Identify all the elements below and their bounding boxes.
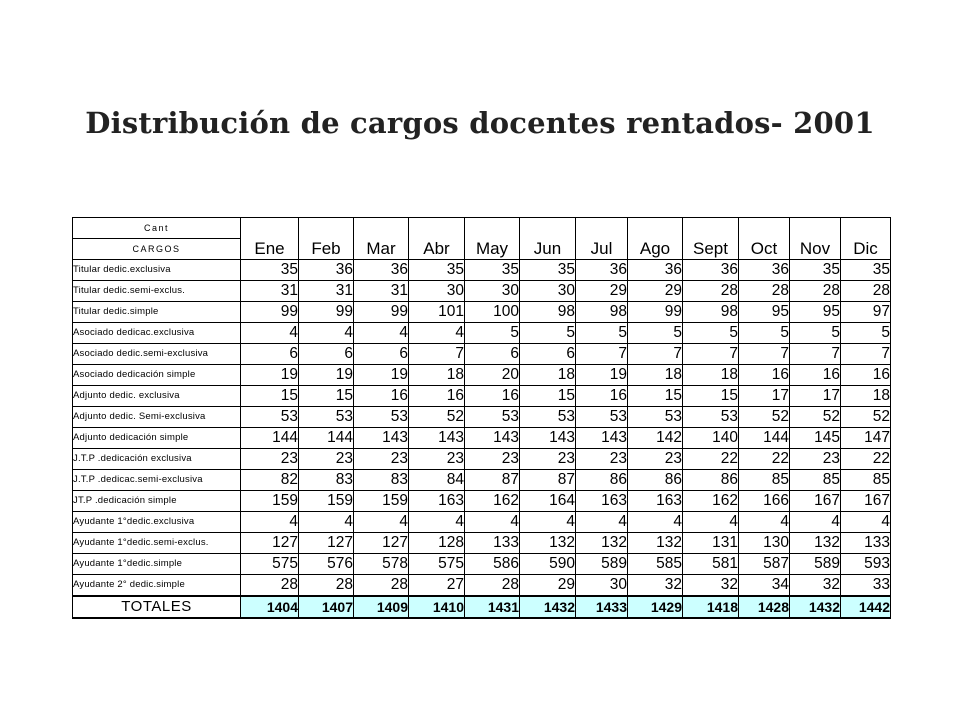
table-row bbox=[73, 365, 891, 386]
table-cell: 32 bbox=[628, 575, 683, 597]
table-cell: 4 bbox=[683, 512, 739, 533]
table-cell: 7 bbox=[576, 344, 628, 365]
table-cell: 36 bbox=[628, 260, 683, 281]
row-label: Ayudante 1°dedic.simple bbox=[73, 554, 241, 575]
table-cell: 85 bbox=[790, 470, 841, 491]
table-cell: 19 bbox=[354, 365, 409, 386]
row-label: Titular dedic.simple bbox=[73, 302, 241, 323]
table-cell: 36 bbox=[354, 260, 409, 281]
table-cell: 30 bbox=[465, 281, 520, 302]
row-label: Asociado dedicación simple bbox=[73, 365, 241, 386]
table-cell: 29 bbox=[628, 281, 683, 302]
table-cell: 167 bbox=[790, 491, 841, 512]
table-cell: 159 bbox=[354, 491, 409, 512]
month-header: Feb bbox=[299, 218, 354, 260]
month-header: Dic bbox=[841, 218, 891, 260]
table-cell: 52 bbox=[409, 407, 465, 428]
table-cell: 133 bbox=[841, 533, 891, 554]
table-cell: 23 bbox=[354, 449, 409, 470]
table-cell: 18 bbox=[841, 386, 891, 407]
table-row bbox=[73, 575, 891, 597]
table-cell: 163 bbox=[409, 491, 465, 512]
table-cell: 6 bbox=[299, 344, 354, 365]
cargos-table bbox=[72, 217, 891, 619]
table-cell: 31 bbox=[241, 281, 299, 302]
table-cell: 31 bbox=[354, 281, 409, 302]
table-cell: 4 bbox=[841, 512, 891, 533]
total-cell: 1432 bbox=[520, 596, 576, 618]
table-cell: 98 bbox=[520, 302, 576, 323]
table-cell: 143 bbox=[465, 428, 520, 449]
table-cell: 86 bbox=[628, 470, 683, 491]
table-cell: 35 bbox=[841, 260, 891, 281]
table-cell: 7 bbox=[841, 344, 891, 365]
table-row bbox=[73, 386, 891, 407]
table-cell: 52 bbox=[739, 407, 790, 428]
row-label: Titular dedic.exclusiva bbox=[73, 260, 241, 281]
table-cell: 82 bbox=[241, 470, 299, 491]
total-cell: 1418 bbox=[683, 596, 739, 618]
table-cell: 17 bbox=[739, 386, 790, 407]
month-header: Mar bbox=[354, 218, 409, 260]
table-cell: 4 bbox=[354, 512, 409, 533]
table-cell: 143 bbox=[576, 428, 628, 449]
table-cell: 19 bbox=[576, 365, 628, 386]
table-cell: 32 bbox=[683, 575, 739, 597]
table-cell: 35 bbox=[409, 260, 465, 281]
table-cell: 5 bbox=[465, 323, 520, 344]
table-cell: 53 bbox=[683, 407, 739, 428]
table-cell: 29 bbox=[576, 281, 628, 302]
table-cell: 35 bbox=[790, 260, 841, 281]
month-header: Abr bbox=[409, 218, 465, 260]
table-cell: 28 bbox=[790, 281, 841, 302]
table-cell: 83 bbox=[299, 470, 354, 491]
table-cell: 95 bbox=[739, 302, 790, 323]
table-cell: 163 bbox=[576, 491, 628, 512]
total-cell: 1410 bbox=[409, 596, 465, 618]
table-cell: 53 bbox=[520, 407, 576, 428]
table-cell: 23 bbox=[790, 449, 841, 470]
table-cell: 589 bbox=[790, 554, 841, 575]
total-cell: 1432 bbox=[790, 596, 841, 618]
table-cell: 101 bbox=[409, 302, 465, 323]
table-cell: 16 bbox=[790, 365, 841, 386]
table-cell: 28 bbox=[683, 281, 739, 302]
table-row bbox=[73, 554, 891, 575]
table-cell: 6 bbox=[354, 344, 409, 365]
table-cell: 132 bbox=[520, 533, 576, 554]
table-cell: 15 bbox=[241, 386, 299, 407]
table-cell: 32 bbox=[790, 575, 841, 597]
table-cell: 5 bbox=[576, 323, 628, 344]
total-cell: 1429 bbox=[628, 596, 683, 618]
table-cell: 575 bbox=[409, 554, 465, 575]
table-cell: 15 bbox=[628, 386, 683, 407]
table-cell: 4 bbox=[520, 512, 576, 533]
header-row-cant bbox=[73, 218, 891, 239]
table-cell: 30 bbox=[520, 281, 576, 302]
table-cell: 28 bbox=[299, 575, 354, 597]
table-cell: 99 bbox=[628, 302, 683, 323]
table-cell: 4 bbox=[409, 323, 465, 344]
header-cant: Cant bbox=[73, 218, 241, 239]
row-label: JT.P .dedicación simple bbox=[73, 491, 241, 512]
table-cell: 4 bbox=[739, 512, 790, 533]
total-cell: 1407 bbox=[299, 596, 354, 618]
table-cell: 23 bbox=[628, 449, 683, 470]
table-cell: 23 bbox=[241, 449, 299, 470]
table-cell: 99 bbox=[354, 302, 409, 323]
table-cell: 5 bbox=[790, 323, 841, 344]
table-cell: 159 bbox=[299, 491, 354, 512]
table-cell: 99 bbox=[299, 302, 354, 323]
table-cell: 52 bbox=[790, 407, 841, 428]
table-cell: 23 bbox=[576, 449, 628, 470]
table-cell: 33 bbox=[841, 575, 891, 597]
table-cell: 144 bbox=[241, 428, 299, 449]
table-cell: 5 bbox=[739, 323, 790, 344]
table-cell: 28 bbox=[841, 281, 891, 302]
month-header: Jul bbox=[576, 218, 628, 260]
table-cell: 36 bbox=[683, 260, 739, 281]
table-cell: 36 bbox=[576, 260, 628, 281]
table-cell: 36 bbox=[299, 260, 354, 281]
table-row bbox=[73, 533, 891, 554]
table-cell: 85 bbox=[739, 470, 790, 491]
table-cell: 589 bbox=[576, 554, 628, 575]
totals-row bbox=[73, 596, 891, 618]
row-label: Titular dedic.semi-exclus. bbox=[73, 281, 241, 302]
table-cell: 30 bbox=[576, 575, 628, 597]
month-header: Oct bbox=[739, 218, 790, 260]
table-cell: 132 bbox=[628, 533, 683, 554]
table-row bbox=[73, 323, 891, 344]
table-row bbox=[73, 512, 891, 533]
table-cell: 28 bbox=[465, 575, 520, 597]
table-cell: 15 bbox=[299, 386, 354, 407]
page-title: Distribución de cargos docentes rentados- 2001 bbox=[85, 106, 875, 140]
table-cell: 22 bbox=[683, 449, 739, 470]
table-row bbox=[73, 491, 891, 512]
table-cell: 36 bbox=[739, 260, 790, 281]
table-cell: 18 bbox=[683, 365, 739, 386]
table-cell: 83 bbox=[354, 470, 409, 491]
table-cell: 16 bbox=[739, 365, 790, 386]
table-cell: 7 bbox=[739, 344, 790, 365]
table-cell: 22 bbox=[739, 449, 790, 470]
table-cell: 5 bbox=[628, 323, 683, 344]
totals-label: TOTALES bbox=[73, 596, 241, 618]
table-cell: 29 bbox=[520, 575, 576, 597]
table-cell: 586 bbox=[465, 554, 520, 575]
month-header: Sept bbox=[683, 218, 739, 260]
table-cell: 128 bbox=[409, 533, 465, 554]
row-label: Asociado dedic.semi-exclusiva bbox=[73, 344, 241, 365]
table-cell: 4 bbox=[790, 512, 841, 533]
table-cell: 130 bbox=[739, 533, 790, 554]
table-cell: 4 bbox=[299, 323, 354, 344]
table-cell: 147 bbox=[841, 428, 891, 449]
table-cell: 86 bbox=[576, 470, 628, 491]
header-cargos: CARGOS bbox=[73, 239, 241, 260]
table-cell: 6 bbox=[520, 344, 576, 365]
table-cell: 4 bbox=[241, 512, 299, 533]
table-cell: 590 bbox=[520, 554, 576, 575]
month-header: Nov bbox=[790, 218, 841, 260]
table-row bbox=[73, 302, 891, 323]
table-cell: 587 bbox=[739, 554, 790, 575]
table-cell: 593 bbox=[841, 554, 891, 575]
table-cell: 16 bbox=[409, 386, 465, 407]
table-cell: 144 bbox=[739, 428, 790, 449]
total-cell: 1442 bbox=[841, 596, 891, 618]
table-cell: 28 bbox=[739, 281, 790, 302]
table-cell: 31 bbox=[299, 281, 354, 302]
table-row bbox=[73, 470, 891, 491]
table-cell: 581 bbox=[683, 554, 739, 575]
table-cell: 7 bbox=[409, 344, 465, 365]
table-cell: 127 bbox=[354, 533, 409, 554]
table-cell: 19 bbox=[299, 365, 354, 386]
table-cell: 167 bbox=[841, 491, 891, 512]
table-cell: 132 bbox=[790, 533, 841, 554]
table-cell: 35 bbox=[520, 260, 576, 281]
table-cell: 143 bbox=[354, 428, 409, 449]
total-cell: 1409 bbox=[354, 596, 409, 618]
row-label: J.T.P .dedicación exclusiva bbox=[73, 449, 241, 470]
table-cell: 127 bbox=[299, 533, 354, 554]
table-cell: 35 bbox=[465, 260, 520, 281]
table-row bbox=[73, 281, 891, 302]
table-cell: 23 bbox=[409, 449, 465, 470]
table-cell: 578 bbox=[354, 554, 409, 575]
table-cell: 7 bbox=[683, 344, 739, 365]
row-label: Adjunto dedic. Semi-exclusiva bbox=[73, 407, 241, 428]
table-cell: 17 bbox=[790, 386, 841, 407]
table-cell: 53 bbox=[576, 407, 628, 428]
table-cell: 52 bbox=[841, 407, 891, 428]
table-cell: 16 bbox=[841, 365, 891, 386]
month-header: Ago bbox=[628, 218, 683, 260]
month-header: Ene bbox=[241, 218, 299, 260]
table-cell: 143 bbox=[520, 428, 576, 449]
table-cell: 7 bbox=[790, 344, 841, 365]
table-cell: 4 bbox=[354, 323, 409, 344]
table-cell: 18 bbox=[409, 365, 465, 386]
table-cell: 4 bbox=[628, 512, 683, 533]
table-cell: 85 bbox=[841, 470, 891, 491]
table-cell: 28 bbox=[241, 575, 299, 597]
table-cell: 18 bbox=[628, 365, 683, 386]
table-cell: 4 bbox=[409, 512, 465, 533]
table-cell: 16 bbox=[354, 386, 409, 407]
total-cell: 1431 bbox=[465, 596, 520, 618]
table-cell: 576 bbox=[299, 554, 354, 575]
table-cell: 87 bbox=[465, 470, 520, 491]
table-cell: 20 bbox=[465, 365, 520, 386]
table-cell: 166 bbox=[739, 491, 790, 512]
table-cell: 19 bbox=[241, 365, 299, 386]
table-cell: 30 bbox=[409, 281, 465, 302]
table-cell: 28 bbox=[354, 575, 409, 597]
table-cell: 4 bbox=[299, 512, 354, 533]
table-cell: 145 bbox=[790, 428, 841, 449]
table-cell: 53 bbox=[299, 407, 354, 428]
table-cell: 23 bbox=[465, 449, 520, 470]
table-cell: 144 bbox=[299, 428, 354, 449]
table-cell: 131 bbox=[683, 533, 739, 554]
table-cell: 164 bbox=[520, 491, 576, 512]
table-cell: 575 bbox=[241, 554, 299, 575]
table-cell: 7 bbox=[628, 344, 683, 365]
table-cell: 98 bbox=[576, 302, 628, 323]
table-cell: 23 bbox=[520, 449, 576, 470]
month-header: Jun bbox=[520, 218, 576, 260]
table-cell: 86 bbox=[683, 470, 739, 491]
month-header: May bbox=[465, 218, 520, 260]
table-cell: 133 bbox=[465, 533, 520, 554]
table-cell: 159 bbox=[241, 491, 299, 512]
table-cell: 84 bbox=[409, 470, 465, 491]
table-cell: 27 bbox=[409, 575, 465, 597]
table-cell: 585 bbox=[628, 554, 683, 575]
table-cell: 15 bbox=[520, 386, 576, 407]
table-cell: 5 bbox=[841, 323, 891, 344]
table-cell: 87 bbox=[520, 470, 576, 491]
table-cell: 127 bbox=[241, 533, 299, 554]
table-row bbox=[73, 407, 891, 428]
table-cell: 15 bbox=[683, 386, 739, 407]
table-cell: 35 bbox=[241, 260, 299, 281]
table-row bbox=[73, 428, 891, 449]
row-label: J.T.P .dedicac.semi-exclusiva bbox=[73, 470, 241, 491]
row-label: Ayudante 1°dedic.exclusiva bbox=[73, 512, 241, 533]
table-cell: 142 bbox=[628, 428, 683, 449]
row-label: Adjunto dedicación simple bbox=[73, 428, 241, 449]
total-cell: 1404 bbox=[241, 596, 299, 618]
table-cell: 16 bbox=[465, 386, 520, 407]
table-cell: 162 bbox=[465, 491, 520, 512]
total-cell: 1428 bbox=[739, 596, 790, 618]
table-cell: 53 bbox=[628, 407, 683, 428]
row-label: Adjunto dedic. exclusiva bbox=[73, 386, 241, 407]
table-row bbox=[73, 260, 891, 281]
table-cell: 99 bbox=[241, 302, 299, 323]
table-row bbox=[73, 449, 891, 470]
table-cell: 5 bbox=[683, 323, 739, 344]
row-label: Ayudante 1°dedic.semi-exclus. bbox=[73, 533, 241, 554]
table-cell: 34 bbox=[739, 575, 790, 597]
table-cell: 100 bbox=[465, 302, 520, 323]
table-cell: 143 bbox=[409, 428, 465, 449]
table-cell: 140 bbox=[683, 428, 739, 449]
table-cell: 23 bbox=[299, 449, 354, 470]
table-cell: 53 bbox=[241, 407, 299, 428]
table-row bbox=[73, 344, 891, 365]
table-cell: 16 bbox=[576, 386, 628, 407]
table-cell: 163 bbox=[628, 491, 683, 512]
row-label: Asociado dedicac.exclusiva bbox=[73, 323, 241, 344]
total-cell: 1433 bbox=[576, 596, 628, 618]
table-cell: 5 bbox=[520, 323, 576, 344]
table-cell: 18 bbox=[520, 365, 576, 386]
table-cell: 95 bbox=[790, 302, 841, 323]
table-cell: 97 bbox=[841, 302, 891, 323]
table-cell: 53 bbox=[465, 407, 520, 428]
table-cell: 22 bbox=[841, 449, 891, 470]
row-label: Ayudante 2° dedic.simple bbox=[73, 575, 241, 597]
table-cell: 4 bbox=[576, 512, 628, 533]
table-cell: 162 bbox=[683, 491, 739, 512]
table-cell: 98 bbox=[683, 302, 739, 323]
table-cell: 132 bbox=[576, 533, 628, 554]
table-cell: 6 bbox=[465, 344, 520, 365]
table-cell: 4 bbox=[241, 323, 299, 344]
table-cell: 6 bbox=[241, 344, 299, 365]
table-cell: 4 bbox=[465, 512, 520, 533]
table-cell: 53 bbox=[354, 407, 409, 428]
